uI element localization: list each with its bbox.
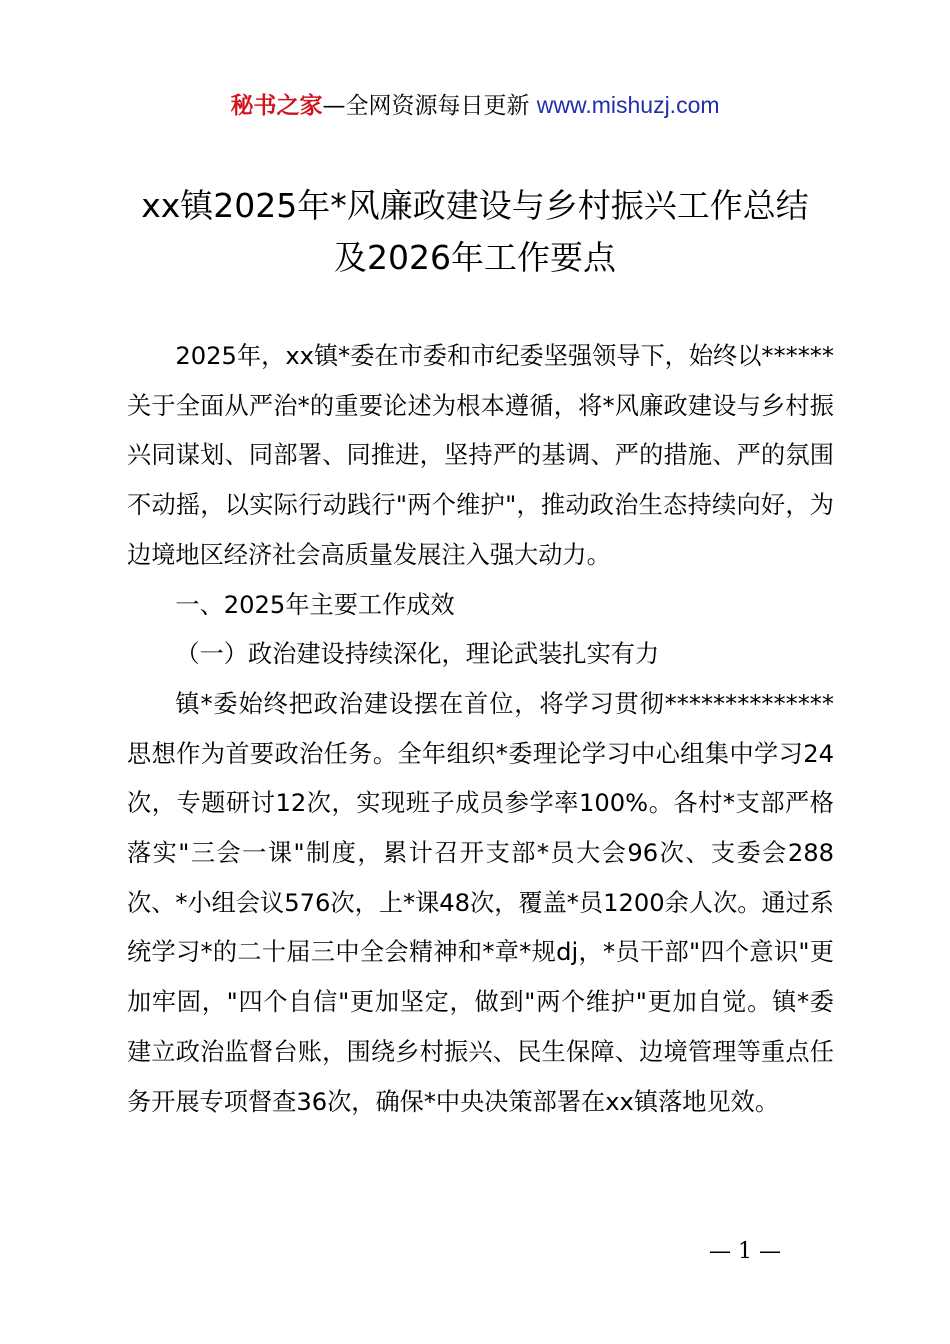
document-body xyxy=(127,332,834,1127)
brand-name: 秘书之家 xyxy=(230,93,323,119)
intro-paragraph: 2025年，xx镇*委在市委和市纪委坚强领导下，始终以******关于全面从严治*的重要论述为根本遵循，将*风廉政建设与乡村振兴同谋划、同部署、同推进，坚持严的基调、严的措施、严的氛围不动摇，以实际行动践行"两个维护"，推动政治生态持续向好，为边境地区经济社会高质量发展注入强大动力。 xyxy=(127,342,834,569)
body-paragraph: 镇*委始终把政治建设摆在首位，将学习贯彻**************思想作为首要政治任务。全年组织*委理论学习中心组集中学习24次，专题研讨12次，实现班子成员参学率100%。各村*支部严格落实"三会一课"制度，累计召开支部*员大会96次、支委会288次、*小组会议576次，上*课48次，覆盖*员1200余人次。通过系统学习*的二十届三中全会精神和*章*规dj，*员干部"四个意识"更加牢固，"四个自信"更加坚定，做到"两个维护"更加自觉。镇*委建立政治监督台账，围绕乡村振兴、民生保障、边境管理等重点任务开展专项督查36次，确保*中央决策部署在xx镇落地见效。 xyxy=(127,689,834,1116)
title-line-1: xx镇2025年*风廉政建设与乡村振兴工作总结 xyxy=(141,186,809,225)
site-url[interactable]: www.mishuzj.com xyxy=(536,92,720,118)
subsection-heading-1: （一）政治建设持续深化，理论武装扎实有力 xyxy=(175,640,660,669)
title-line-2: 及2026年工作要点 xyxy=(334,238,616,277)
section-heading-1: 一、2025年主要工作成效 xyxy=(175,590,455,619)
page-number: — 1 — xyxy=(709,1239,781,1264)
header-slogan: —全网资源每日更新 xyxy=(322,93,537,119)
document-title xyxy=(60,180,890,284)
site-header xyxy=(0,88,950,123)
